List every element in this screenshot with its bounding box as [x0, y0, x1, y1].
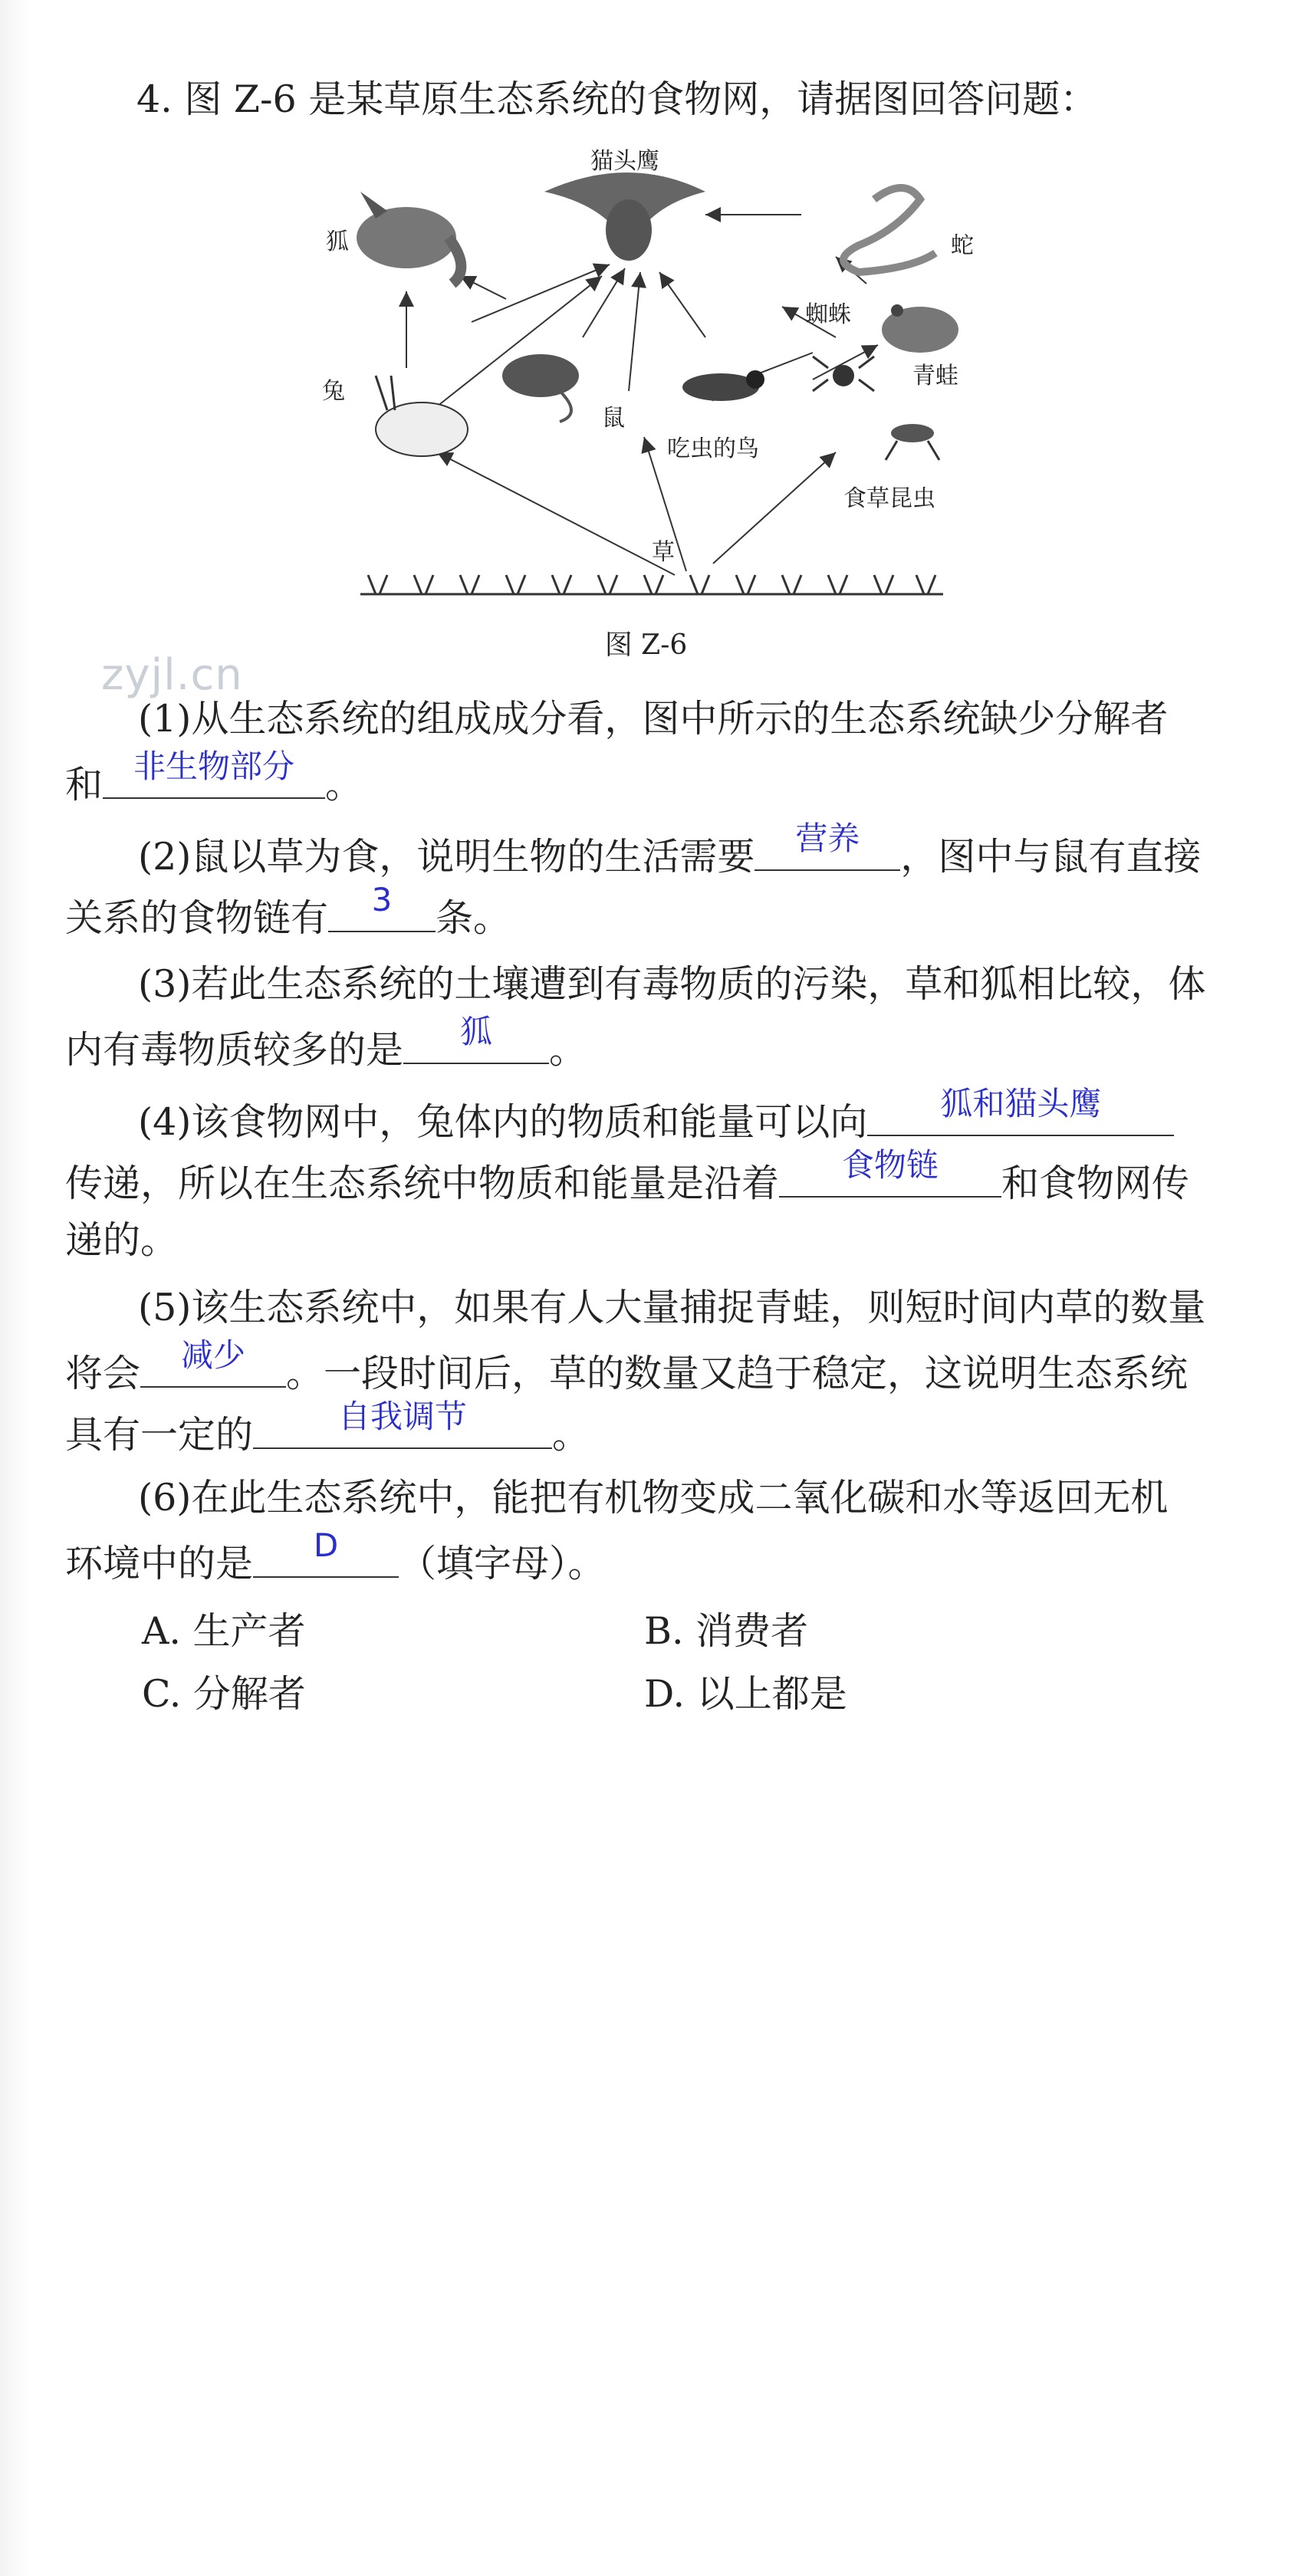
figure-caption: 图 Z-6	[604, 629, 688, 661]
q1-line2: 和 非生物部分 。	[65, 748, 363, 807]
grass-figure	[360, 575, 943, 594]
food-web-arrows	[406, 215, 878, 575]
bird-label: 吃虫的鸟	[667, 435, 759, 462]
snake-figure	[843, 188, 935, 272]
q2-line1: (2)鼠以草为食，说明生物的生活需要 营养 ，图中与鼠有直接	[138, 820, 1202, 879]
q4-blank-2[interactable]: 食物链	[779, 1156, 1001, 1198]
q2-line2: 关系的食物链有 3 条。	[65, 881, 511, 940]
food-web-diagram	[307, 146, 1012, 606]
page-edge-shadow	[0, 0, 31, 2576]
option-c[interactable]: C. 分解者	[142, 1672, 306, 1716]
q1-blank[interactable]: 非生物部分	[103, 757, 325, 799]
q6-line2: 环境中的是 D （填字母）。	[65, 1526, 606, 1585]
option-d[interactable]: D. 以上都是	[644, 1672, 847, 1716]
q3-line2: 内有毒物质较多的是 狐 。	[65, 1013, 587, 1072]
fox-label: 狐	[326, 228, 349, 255]
insect-figure	[886, 424, 939, 460]
q5-line3: 具有一定的 自我调节 。	[65, 1398, 590, 1457]
q4-line2: 传递，所以在生态系统中物质和能量是沿着 食物链 和食物网传	[65, 1146, 1190, 1205]
mouse-label: 鼠	[602, 405, 625, 432]
q4-blank-1[interactable]: 狐和猫头鹰	[867, 1095, 1174, 1136]
watermark: zyjl.cn	[101, 650, 243, 700]
q3-line1: (3)若此生态系统的土壤遭到有毒物质的污染，草和狐相比较，体	[138, 962, 1206, 1006]
bird-figure	[682, 370, 764, 401]
q4-line3: 递的。	[65, 1218, 179, 1262]
mouse-figure	[502, 354, 579, 422]
owl-figure	[544, 172, 705, 261]
q5-blank-2[interactable]: 自我调节	[253, 1408, 552, 1449]
q5-line1: (5)该生态系统中，如果有人大量捕捉青蛙，则短时间内草的数量	[138, 1286, 1206, 1329]
q2-blank-1[interactable]: 营养	[754, 830, 900, 871]
fox-figure	[357, 192, 461, 284]
q1-line1: (1)从生态系统的组成成分看，图中所示的生态系统缺少分解者	[138, 697, 1169, 741]
q6-blank[interactable]: D	[253, 1536, 399, 1578]
frog-figure	[882, 304, 958, 353]
spider-figure	[813, 356, 874, 391]
frog-label: 青蛙	[912, 363, 958, 389]
option-b[interactable]: B. 消费者	[644, 1609, 809, 1653]
q5-line2: 将会 减少 。一段时间后，草的数量又趋于稳定，这说明生态系统	[65, 1336, 1188, 1395]
spider-label: 蜘蛛	[805, 301, 851, 328]
rabbit-label: 兔	[322, 378, 345, 405]
question-title: 4. 图 Z-6 是某草原生态系统的食物网，请据图回答问题：	[136, 77, 1098, 121]
option-a[interactable]: A. 生产者	[142, 1609, 306, 1653]
grass-label: 草	[652, 539, 675, 566]
q3-blank[interactable]: 狐	[403, 1023, 549, 1064]
q2-blank-2[interactable]: 3	[328, 891, 436, 932]
insect-label: 食草昆虫	[843, 485, 935, 512]
snake-label: 蛇	[951, 232, 974, 259]
q4-line1: (4)该食物网中，兔体内的物质和能量可以向 狐和猫头鹰	[138, 1095, 1174, 1145]
owl-label: 猫头鹰	[590, 148, 659, 175]
rabbit-figure	[376, 376, 468, 456]
q6-line1: (6)在此生态系统中，能把有机物变成二氧化碳和水等返回无机	[138, 1476, 1169, 1520]
q5-blank-1[interactable]: 减少	[140, 1346, 286, 1388]
